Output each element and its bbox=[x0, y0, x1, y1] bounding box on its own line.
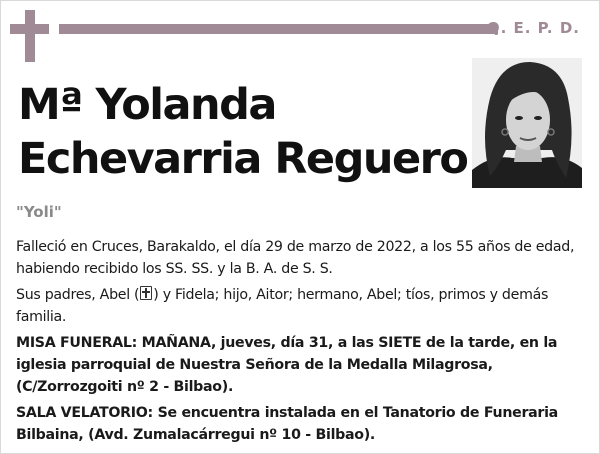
family-list-end: ) y Fidela; hijo, Aitor; hermano, Abel; tíos, primos y demás familia. bbox=[16, 287, 549, 325]
portrait-photo bbox=[472, 58, 582, 188]
deceased-name bbox=[18, 78, 468, 186]
nickname: "Yoli" bbox=[16, 203, 62, 221]
qepd-label: Q. E. P. D. bbox=[486, 19, 580, 37]
cross-icon bbox=[10, 10, 49, 62]
portrait-image bbox=[472, 58, 582, 188]
deceased-cross-icon bbox=[140, 286, 152, 300]
name-line-2: Echevarria Reguero bbox=[18, 134, 468, 184]
header-rule bbox=[59, 24, 498, 34]
obituary-body bbox=[16, 236, 586, 450]
family-list bbox=[16, 284, 586, 328]
name-line-1: Mª Yolanda bbox=[18, 80, 276, 130]
funeral-mass: MISA FUNERAL: MAÑANA, jueves, día 31, a las SIETE de la tarde, en la iglesia parroquial de Nuestra Señora de la Medalla Milagrosa, (C/Zorrozgoiti nº 2 - Bilbao). bbox=[16, 335, 558, 395]
death-notice: Falleció en Cruces, Barakaldo, el día 29 de marzo de 2022, a los 55 años de edad, habiendo recibido los SS. SS. y la B. A. de S. S. bbox=[16, 239, 575, 277]
wake-room: SALA VELATORIO: Se encuentra instalada en el Tanatorio de Funeraria Bilbaina, (Avd. Zumalacárregui nº 10 - Bilbao). bbox=[16, 405, 558, 443]
family-list-start: Sus padres, Abel ( bbox=[16, 287, 140, 303]
